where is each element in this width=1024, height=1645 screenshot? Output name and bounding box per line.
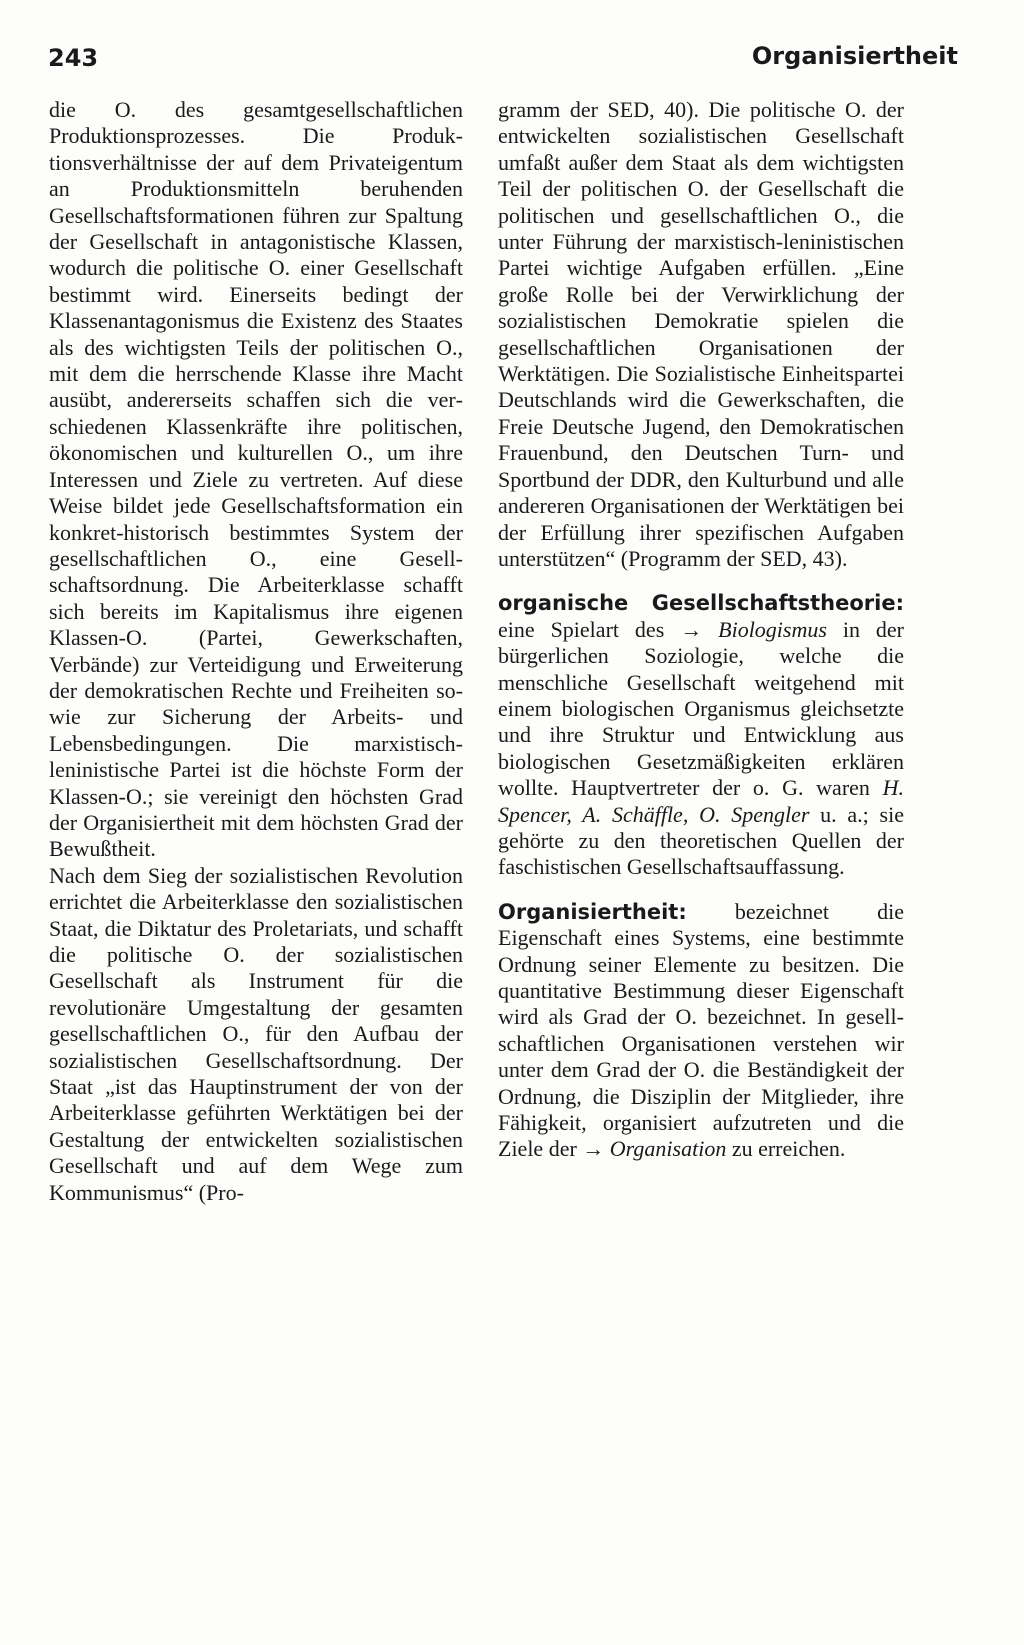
cross-reference-arrow-icon: → [680,616,703,642]
cross-reference-link[interactable]: Biologismus [718,616,827,642]
body-paragraph: gramm der SED, 40). Die politische O. der entwickelten sozialistischen Gesellschaft umfaßt außer dem Staat als dem wichtigsten Teil der politischen O. der Gesellschaft die politischen und gesellschaftlichen O., die unter Führung der marxistisch-leninistischen Partei wichtige Aufgaben erfüllen. „Eine große Rolle bei der Verwirklichung der sozialistischen Demokratie spielen die gesellschaftlichen Organisationen der Werktätigen. Die Sozialistische Einheitspartei Deutschlands wird die Gewerkschaften, die Freie Deutsche Jugend, den Demokratischen Frauenbund, den Deutschen Turn- und Sportbund der DDR, den Kulturbund und alle andereren Organisationen der Werktätigen bei der Erfüllung ihrer spezifischen Aufgaben unterstützen“ (Programm der SED, 43). [498,97,904,571]
entry-lemma: organische Gesellschaftstheorie: [498,591,904,616]
body-paragraph: Nach dem Sieg der sozialistischen Revolution errichtet die Arbeiterklasse den sozialistischen Staat, die Diktatur des Proletariats, und schafft die politische O. der sozialistischen Gesellschaft als Instrument für die revolutionäre Umgestaltung der gesamten gesellschaftlichen O., für den Aufbau der sozialistischen Gesellschaftsordnung. Der Staat „ist das Hauptinstrument der von der Arbeiterklasse geführten Werktätigen bei der Gestaltung der entwickelten sozialistischen Gesellschaft und auf dem Wege zum Kommunismus“ (Pro- [49,862,463,1205]
running-head: Organisiertheit [751,42,958,70]
dictionary-entry [498,590,904,880]
entry-lemma: Organisiertheit: [498,899,687,924]
page-number: 243 [48,44,99,72]
left-column [49,97,463,1206]
cross-reference-arrow-icon: → [582,1136,605,1162]
dictionary-entry [498,899,904,1163]
entry-text: zu erreichen. [731,1136,846,1162]
body-paragraph: die O. des gesamtgesellschaftlichen Produktionsprozesses. Die Produktionsverhältnisse der auf dem Privateigentum an Produktionsmitteln beruhenden Gesellschaftsformationen führen zur Spaltung der Gesellschaft in antagonistische Klassen, wodurch die politische O. einer Gesellschaft bestimmt wird. Einerseits bedingt der Klassenantagonismus die Existenz des Staates als des wichtigsten Teils der politischen O., mit dem die herrschende Klasse ihre Macht ausübt, andererseits schaffen sich die verschiedenen Klassenkräfte ihre politischen, ökonomischen und kulturellen O., um ihre Interessen und Ziele zu vertreten. Auf diese Weise bildet jede Gesellschaftsformation ein konkret-historisch bestimmtes System der gesellschaftlichen O., eine Gesellschaftsordnung. Die Arbeiterklasse schafft sich bereits im Kapitalismus ihre eigenen Klassen-O. (Partei, Gewerkschaften, Verbände) zur Verteidigung und Erweiterung der demokratischen Rechte und Freiheiten sowie zur Sicherung der Arbeits- und Lebensbedingungen. Die marxistisch-leninistische Partei ist die höchste Form der Klassen-O.; sie vereinigt den höchsten Grad der Organisiertheit mit dem höchsten Grad der Bewußtheit. [49,97,463,862]
entry-text: in der bürgerlichen Soziologie, welche die menschliche Gesellschaft weitgehend mit einem biologischen Organismus gleichsetzte und ihre Struktur und Entwicklung aus biologischen Gesetzmäßigkeiten erklären wollte. Hauptvertreter der o. G. waren [498,616,905,801]
cross-reference-link[interactable]: Organisation [609,1136,727,1162]
entry-text: eine Spielart des [498,616,665,642]
page-header [0,0,1024,100]
entry-text: u. a.; sie gehörte zu den theoretischen Quellen der faschistischen Gesellschaftsauffassung. [498,801,904,880]
right-column [498,97,904,1163]
entry-text: bezeichnet die Eigenschaft eines Systems, eine bestimmte Ordnung seiner Elemente zu besitzen. Die quantitative Bestimmung dieser Eigenschaft wird als Grad der O. bezeichnet. In gesellschaftlichen Organisationen verstehen wir unter dem Grad der O. die Beständigkeit der Ordnung, die Disziplin der Mitglieder, ihre Fähigkeit, organisiert aufzutreten und die Ziele der [498,898,904,1162]
author-names: H. Spencer, A. Schäffle, O. Spengler [498,775,904,827]
